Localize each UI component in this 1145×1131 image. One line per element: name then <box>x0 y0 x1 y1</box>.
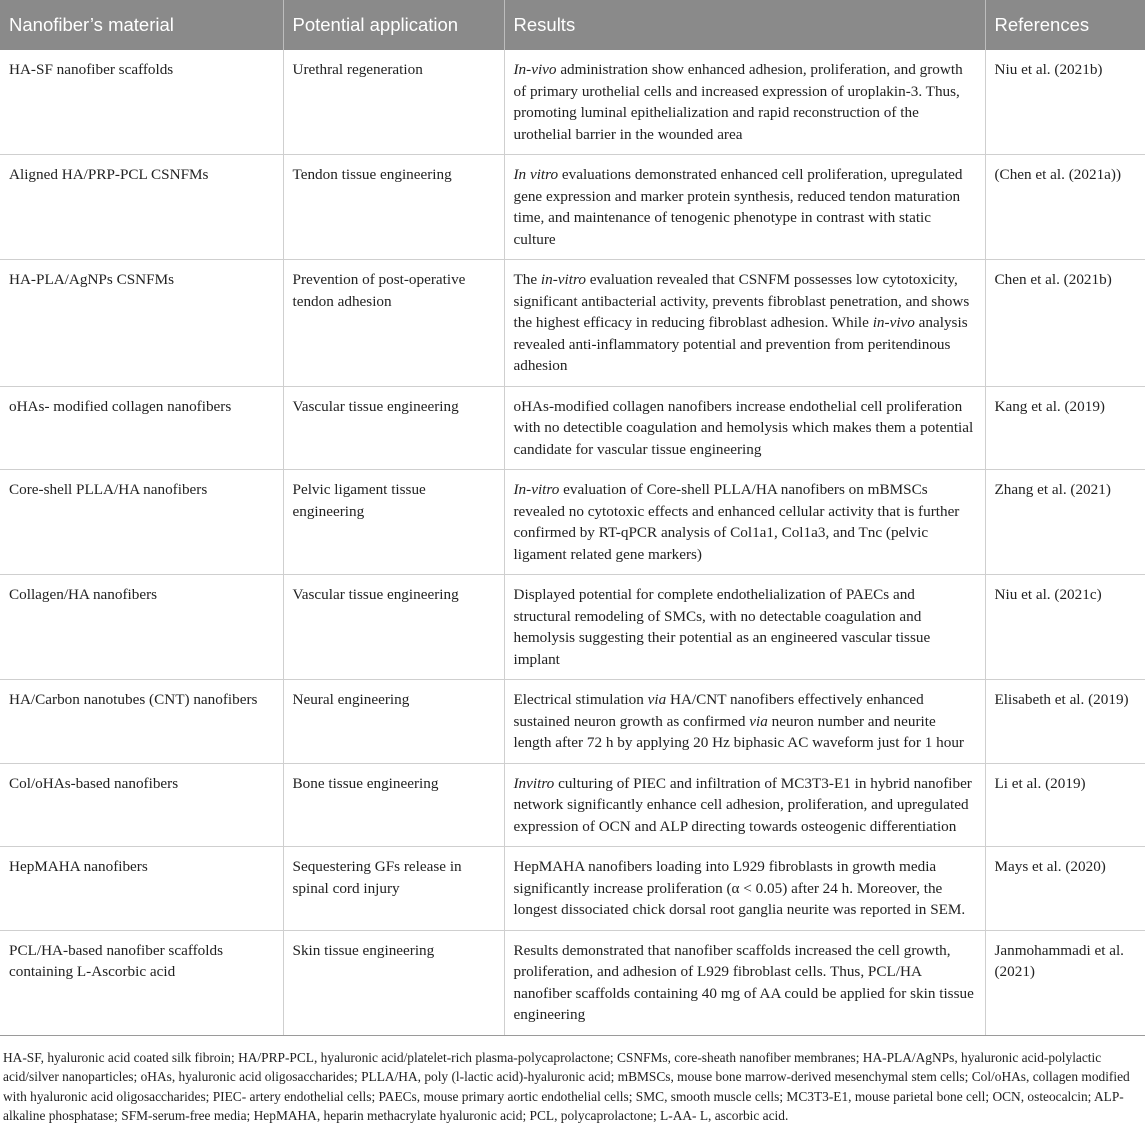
cell-application: Vascular tissue engineering <box>283 386 504 470</box>
cell-reference: Niu et al. (2021b) <box>985 50 1145 155</box>
cell-results <box>504 155 985 260</box>
cell-results <box>504 470 985 575</box>
table-row <box>0 575 1145 680</box>
cell-reference: Niu et al. (2021c) <box>985 575 1145 680</box>
results-italic-term: In-vitro <box>513 481 560 498</box>
results-text: Results demonstrated that nanofiber scaffolds increased the cell growth, proliferation, and adhesion of L929 fibroblast cells. Thus, PCL/HA nanofiber scaffolds containing 40 mg of AA could be applied for skin tissue engineering <box>513 941 974 1023</box>
cell-application: Bone tissue engineering <box>283 763 504 847</box>
results-text: evaluation of Core-shell PLLA/HA nanofibers on mBMSCs revealed no cytotoxic effects and enhanced cellular activity that is further confirmed by RT-qPCR analysis of Col1a1, Col1a3, and Tnc (pelvic ligament related gene markers) <box>513 481 960 563</box>
cell-results <box>504 847 985 931</box>
results-text: HA/CNT nanofibers effectively enhanced sustained neuron growth as confirmed <box>513 691 924 730</box>
table-row <box>0 50 1145 155</box>
results-italic-term: in-vitro <box>540 271 586 288</box>
cell-results <box>504 386 985 470</box>
cell-reference: Elisabeth et al. (2019) <box>985 680 1145 764</box>
table-row <box>0 847 1145 931</box>
cell-material: Aligned HA/PRP-PCL CSNFMs <box>0 155 283 260</box>
cell-reference: Kang et al. (2019) <box>985 386 1145 470</box>
table-row <box>0 930 1145 1035</box>
cell-material: HA-SF nanofiber scaffolds <box>0 50 283 155</box>
results-italic-term: Invitro <box>513 774 555 792</box>
table-footnote: HA-SF, hyaluronic acid coated silk fibroin; HA/PRP-PCL, hyaluronic acid/platelet-rich plasma-polycaprolactone; CSNFMs, core-sheath nanofiber membranes; HA-PLA/AgNPs, hyaluronic acid-polylactic acid/silver nanoparticles; oHAs, hyaluronic acid oligosaccharides; PLLA/HA, poly (l-lactic acid)-hyaluronic acid; mBMSCs, mouse bone marrow-derived mesenchymal stem cells; Col/oHAs, collagen modified with hyaluronic acid oligosaccharides; PIEC- artery endothelial cells; PAECs, mouse primary aortic endothelial cells; SMC, smooth muscle cells; MC3T3-E1, mouse parietal bone cell; OCN, osteocalcin; ALP-alkaline phosphatase; SFM-serum-free media; HepMAHA, heparin methacrylate hyaluronic acid; PCL, polycaprolactone; L-AA- L, ascorbic acid. <box>3 1049 1130 1124</box>
cell-results <box>504 50 985 155</box>
results-text: neuron number and neurite length after 72 h by applying 20 Hz biphasic AC waveform just for 1 hour <box>513 712 964 751</box>
results-text: Electrical stimulation <box>513 691 648 708</box>
results-italic-term: In-vivo <box>513 61 557 78</box>
cell-material: oHAs- modified collagen nanofibers <box>0 386 283 470</box>
results-text: HepMAHA nanofibers loading into L929 fibroblasts in growth media significantly increase proliferation (α < 0.05) after 24 h. Moreover, the longest dissociated chick dorsal root ganglia neurite was reported in SEM. <box>513 858 966 918</box>
cell-reference: Chen et al. (2021b) <box>985 260 1145 387</box>
table-row <box>0 386 1145 470</box>
header-row <box>0 0 1145 50</box>
table-row <box>0 470 1145 575</box>
cell-application: Urethral regeneration <box>283 50 504 155</box>
table-row <box>0 680 1145 764</box>
cell-material: PCL/HA-based nanofiber scaffolds containing L-Ascorbic acid <box>0 930 283 1035</box>
cell-application: Sequestering GFs release in spinal cord injury <box>283 847 504 931</box>
results-text: Displayed potential for complete endothelialization of PAECs and structural remodeling of SMCs, with no detectable coagulation and hemolysis suggesting their potential as an engineered vascular tissue implant <box>513 586 931 668</box>
header-results: Results <box>504 0 985 50</box>
cell-application: Skin tissue engineering <box>283 930 504 1035</box>
results-italic-term: via <box>647 691 667 708</box>
table-header <box>0 0 1145 50</box>
cell-application: Pelvic ligament tissue engineering <box>283 470 504 575</box>
cell-reference: Zhang et al. (2021) <box>985 470 1145 575</box>
table-row <box>0 155 1145 260</box>
table-row <box>0 763 1145 847</box>
cell-application: Prevention of post-operative tendon adhesion <box>283 260 504 387</box>
cell-material: HA-PLA/AgNPs CSNFMs <box>0 260 283 387</box>
table-body <box>0 50 1145 1035</box>
cell-application: Neural engineering <box>283 680 504 764</box>
header-references: References <box>985 0 1145 50</box>
cell-results <box>504 260 985 387</box>
results-italic-term: via <box>749 712 768 730</box>
results-text: evaluation revealed that CSNFM possesses low cytotoxicity, significant antibacterial activity, prevents fibroblast penetration, and shows the highest efficacy in reducing fibroblast adhesion. While <box>513 271 970 331</box>
results-text: evaluations demonstrated enhanced cell proliferation, upregulated gene expression and marker protein synthesis, reduced tendon maturation time, and maintenance of tenogenic phenotype in contrast with static culture <box>513 166 963 248</box>
results-italic-term: in-vivo <box>872 314 915 331</box>
cell-reference: Janmohammadi et al. (2021) <box>985 930 1145 1035</box>
results-text: culturing of PIEC and infiltration of MC3T3-E1 in hybrid nanofiber network significantly enhance cell adhesion, proliferation, and upregulated expression of OCN and ALP directing towards osteogenic differentiation <box>513 774 972 835</box>
cell-material: HA/Carbon nanotubes (CNT) nanofibers <box>0 680 283 764</box>
cell-application: Tendon tissue engineering <box>283 155 504 260</box>
cell-results <box>504 680 985 764</box>
results-text: The <box>513 271 541 288</box>
results-text: analysis revealed anti-inflammatory potential and prevention from peritendinous adhesion <box>513 314 968 374</box>
cell-material: Collagen/HA nanofibers <box>0 575 283 680</box>
results-text: administration show enhanced adhesion, proliferation, and growth of primary urothelial cells and increased expression of uroplakin-3. Thus, promoting luminal epithelialization and rapid reconstruction of the urothelial barrier in the wounded area <box>513 61 963 143</box>
results-italic-term: In vitro <box>513 166 559 183</box>
table-row <box>0 260 1145 387</box>
cell-reference: Mays et al. (2020) <box>985 847 1145 931</box>
cell-results <box>504 763 985 847</box>
results-text: oHAs-modified collagen nanofibers increase endothelial cell proliferation with no detectible coagulation and hemolysis which makes them a potential candidate for vascular tissue engineering <box>513 397 974 458</box>
cell-material: Col/oHAs-based nanofibers <box>0 763 283 847</box>
cell-results <box>504 575 985 680</box>
header-material: Nanofiber’s material <box>0 0 283 50</box>
cell-application: Vascular tissue engineering <box>283 575 504 680</box>
cell-results <box>504 930 985 1035</box>
cell-material: Core-shell PLLA/HA nanofibers <box>0 470 283 575</box>
cell-reference: Li et al. (2019) <box>985 763 1145 847</box>
cell-reference: (Chen et al. (2021a)) <box>985 155 1145 260</box>
cell-material: HepMAHA nanofibers <box>0 847 283 931</box>
header-application: Potential application <box>283 0 504 50</box>
